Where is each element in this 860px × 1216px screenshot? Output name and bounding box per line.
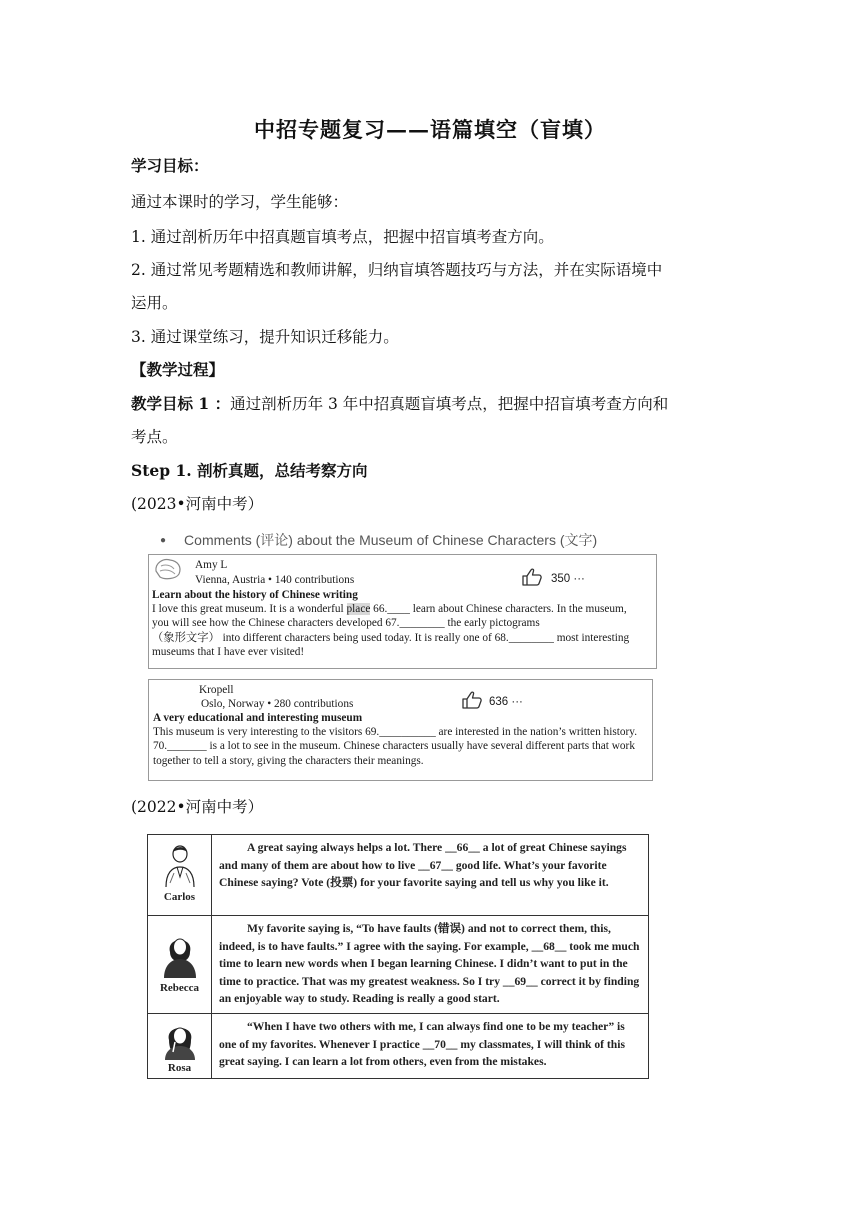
goal-1-label: 教学目标 1 ： (131, 394, 231, 413)
saying-paragraph: “When I have two others with me, I can always find one to be my teacher” is one of my favorites. Whenever I practice __70__ my classmates, I will think of this great saying. I can learn a lot from others, even from the mistakes. (219, 1020, 625, 1069)
thumbs-up-icon (521, 568, 543, 586)
goal-1-cont: 考点。 (131, 428, 178, 446)
goal-1 (131, 394, 668, 414)
comment-meta: Oslo, Norway • 280 contributions (201, 698, 354, 710)
goal-1-text: 通过剖析历年 3 年中招真题盲填考点，把握中招盲填考查方向和 (230, 395, 669, 413)
person-cell (148, 835, 212, 916)
objective-1: 1. 通过剖析历年中招真题盲填考点，把握中招盲填考查方向。 (131, 228, 554, 246)
comment-headline: Learn about the history of Chinese writing (152, 589, 358, 601)
person-name: Rebecca (159, 982, 200, 994)
person-name: Rosa (167, 1062, 192, 1074)
like-count: 350 ··· (551, 573, 585, 585)
saying-paragraph: My favorite saying is, “To have faults (错误) and not to correct them, this, indeed, is to have faults.” I agree with the saying. For example, __68__ took me much time to learn new words when I began learning Chinese. I didn’t want to put in the time to practice. That was my greatest weakness. So I try __69__ correct it by finding an enjoyable way to study. Reading is really a good start. (219, 922, 640, 1006)
comment-body (152, 602, 655, 659)
saying-text (212, 916, 649, 1014)
comment-line (152, 602, 655, 616)
comment-line: museums that I have ever visited! (152, 645, 305, 658)
objectives-heading: 学习目标： (131, 156, 209, 175)
source-2023: (2023•河南中考） (131, 495, 264, 513)
objective-2: 2. 通过常见考题精选和教师讲解，归纳盲填答题技巧与方法，并在实际语境中 (131, 261, 663, 279)
comment-line: （象形文字） into different characters being used today. It is really one of 68.________ most interesting (152, 631, 630, 644)
comment-author: Kropell (199, 684, 234, 696)
comments-heading (160, 530, 597, 550)
comment-line: This museum is very interesting to the visitors 69.__________ are interested in the nation’s written history. (153, 726, 638, 738)
comment-text: 66.____ learn about Chinese characters. In the museum, (370, 603, 627, 615)
objective-2-cont: 运用。 (131, 294, 178, 312)
person-cell (148, 916, 212, 1014)
table-row (148, 835, 649, 916)
person-cell (148, 1014, 212, 1079)
process-heading: 【教学过程】 (131, 360, 225, 379)
objectives-intro: 通过本课时的学习，学生能够： (131, 193, 349, 211)
highlighted-word: place (346, 603, 371, 615)
comment-meta: Vienna, Austria • 140 contributions (195, 574, 355, 586)
table-row (148, 1014, 649, 1079)
comment-headline: A very educational and interesting museum (153, 712, 363, 724)
comments-heading-text: Comments (评论) about the Museum of Chinese Characters (文字) (184, 532, 598, 548)
sayings-table (147, 834, 649, 1079)
thumbs-up-icon (461, 691, 483, 709)
source-2022: (2022•河南中考） (131, 798, 264, 816)
bullet-icon: ● (160, 535, 167, 546)
person-illustration-icon (160, 1020, 200, 1060)
comment-text: I love this great museum. It is a wonderful (152, 603, 347, 615)
step-1-text: . 剖析真题，总结考察方向 (186, 461, 368, 480)
like-button[interactable] (461, 691, 523, 709)
step-1-label: Step 1 (131, 461, 187, 480)
saying-paragraph: A great saying always helps a lot. There __66__ a lot of great Chinese sayings and many of them are about how to live __67__ good life. What’s your favorite Chinese saying? Vote (投票) for your favorite saying and tell us why you like it. (219, 841, 627, 890)
like-button[interactable] (521, 568, 585, 586)
page-title: 中招专题复习——语篇填空（盲填） (254, 117, 606, 142)
like-count: 636 ··· (489, 696, 523, 708)
table-row (148, 916, 649, 1014)
person-name: Carlos (163, 891, 196, 903)
comment-card-amy (148, 554, 657, 669)
comment-line: you will see how the Chinese characters developed 67.________ the early pictograms (152, 617, 540, 630)
person-illustration-icon (160, 930, 200, 980)
person-illustration-icon (160, 843, 200, 889)
avatar-icon (153, 557, 183, 581)
comment-author: Amy L (195, 559, 228, 571)
comment-card-kropell (148, 679, 653, 781)
comment-line: together to tell a story, giving the characters their meanings. (153, 754, 424, 767)
saying-text (212, 835, 649, 916)
comment-body (153, 725, 652, 768)
step-1-heading (131, 461, 368, 481)
objective-3: 3. 通过课堂练习，提升知识迁移能力。 (131, 328, 399, 346)
comment-line: 70._______ is a lot to see in the museum. Chinese characters usually have several different parts that work (153, 740, 635, 753)
saying-text (212, 1014, 649, 1079)
